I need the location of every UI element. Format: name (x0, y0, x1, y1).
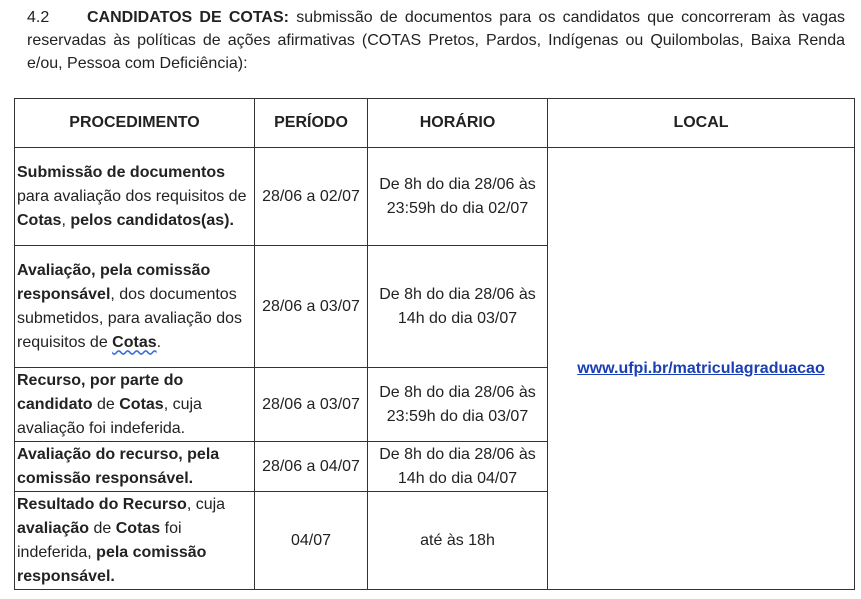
proc-bold-text: Submissão de documentos (17, 163, 226, 181)
procedimento-cell (15, 368, 255, 442)
proc-bold-text: Avaliação do recurso, pela comissão responsável. (17, 445, 220, 487)
proc-bold-text: Cotas (112, 333, 157, 351)
header-procedimento: PROCEDIMENTO (15, 99, 255, 148)
section-paragraph (27, 6, 845, 75)
proc-bold-text: Resultado do Recurso (17, 495, 187, 513)
proc-bold-text: pelos candidatos(as). (70, 211, 234, 229)
cotas-schedule-table (14, 98, 855, 590)
proc-text: de (92, 395, 120, 413)
table-row (15, 148, 855, 246)
proc-bold-text: Avaliação, pela comissão responsável (17, 261, 211, 303)
local-cell (548, 148, 855, 590)
periodo-cell: 28/06 a 03/07 (255, 246, 368, 368)
procedimento-cell (15, 492, 255, 590)
proc-text: , cuja (186, 495, 226, 513)
periodo-cell: 04/07 (255, 492, 368, 590)
horario-cell: até às 18h (368, 492, 548, 590)
proc-bold-text: avaliação (17, 519, 90, 537)
periodo-cell: 28/06 a 03/07 (255, 368, 368, 442)
proc-bold-text: pela comissão responsável. (17, 543, 207, 585)
proc-text: de (89, 519, 116, 537)
horario-cell: De 8h do dia 28/06 às 14h do dia 03/07 (368, 246, 548, 368)
proc-bold-text: Cotas (17, 211, 62, 229)
header-local: LOCAL (548, 99, 855, 148)
header-horario: HORÁRIO (368, 99, 548, 148)
proc-text: . (156, 333, 162, 351)
section-text: submissão de documentos para os candidatos que concorreram às vagas reservadas às políticas de ações afirmativas (COTAS Pretos, Pardos, Indígenas ou Quilombolas, Baixa Renda e/ou, Pessoa com Deficiência): (27, 9, 846, 72)
local-link[interactable] (577, 360, 824, 377)
periodo-cell: 28/06 a 02/07 (255, 148, 368, 246)
horario-cell: De 8h do dia 28/06 às 14h do dia 04/07 (368, 442, 548, 492)
proc-text: , dos documentos submetidos, para avaliação dos requisitos de (17, 285, 243, 351)
proc-text: foi indeferida, (17, 519, 182, 561)
horario-cell: De 8h do dia 28/06 às 23:59h do dia 03/07 (368, 368, 548, 442)
local-link-text: www.ufpi.br/matriculagraduacao (577, 359, 825, 377)
section-title: CANDIDATOS DE COTAS: (87, 9, 289, 26)
procedimento-cell (15, 148, 255, 246)
proc-text: , cuja avaliação foi indeferida. (17, 395, 202, 437)
proc-bold-text: Recurso, por parte do candidato (17, 371, 184, 413)
proc-bold-text: Cotas (115, 519, 161, 537)
proc-text: , (61, 211, 71, 229)
proc-bold-text: Cotas (119, 395, 164, 413)
section-number: 4.2 (27, 9, 50, 26)
header-periodo: PERÍODO (255, 99, 368, 148)
proc-text: para avaliação dos requisitos de (17, 187, 247, 205)
procedimento-cell (15, 442, 255, 492)
procedimento-cell (15, 246, 255, 368)
horario-cell: De 8h do dia 28/06 às 23:59h do dia 02/07 (368, 148, 548, 246)
periodo-cell: 28/06 a 04/07 (255, 442, 368, 492)
table-header-row (15, 99, 855, 148)
